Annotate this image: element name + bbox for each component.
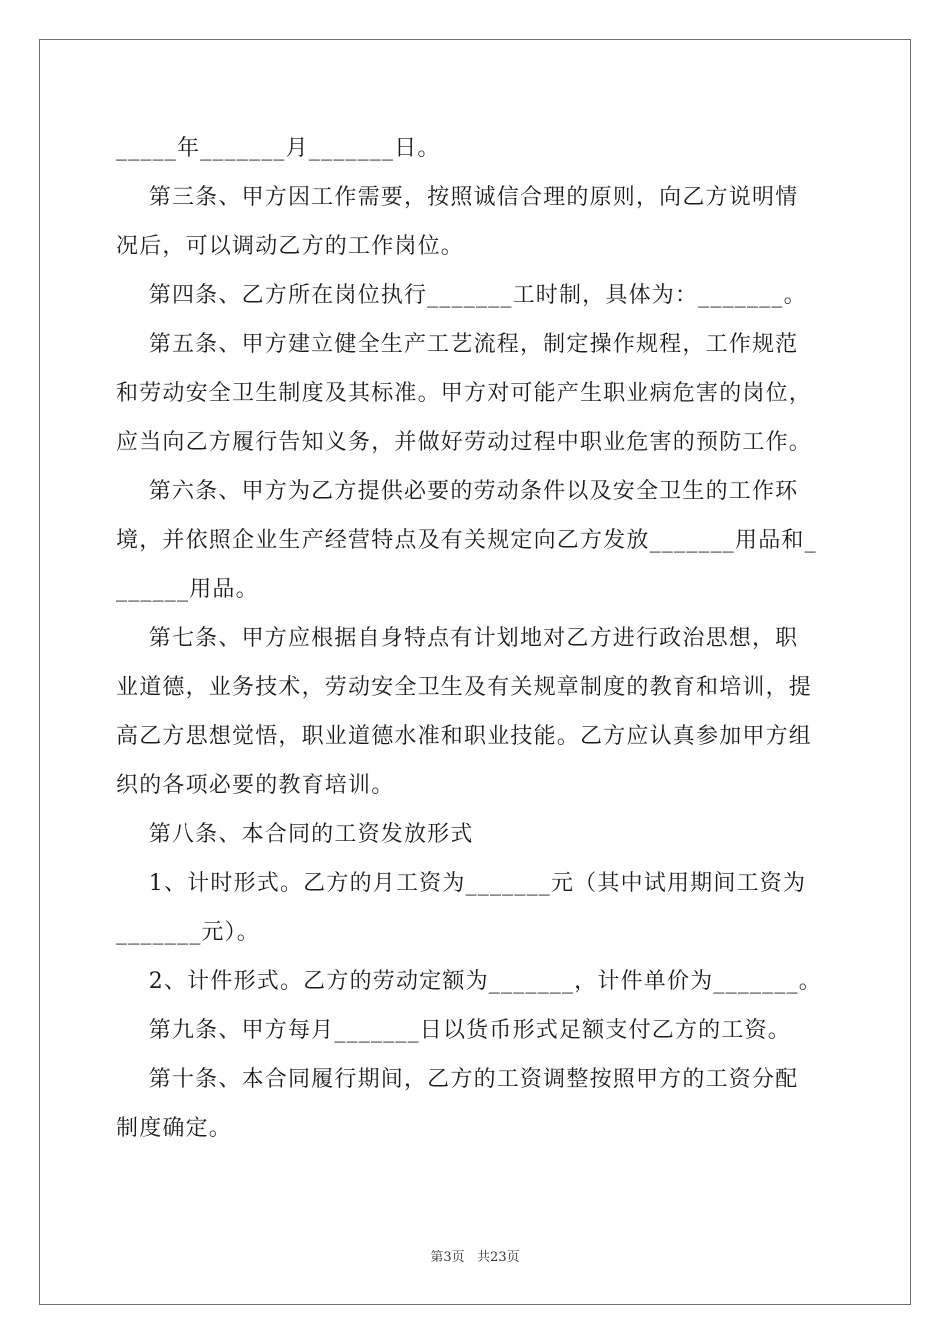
text-line: 第五条、甲方建立健全生产工艺流程，制定操作规程，工作规范: [116, 332, 799, 357]
text-line: 和劳动安全卫生制度及其标准。甲方对可能产生职业病危害的岗位，: [116, 381, 813, 406]
text-line: 高乙方思想觉悟，职业道德水准和职业技能。乙方应认真参加甲方组: [116, 724, 813, 749]
text-line: 第十条、本合同履行期间，乙方的工资调整按照甲方的工资分配: [116, 1067, 799, 1092]
text-line: 第三条、甲方因工作需要，按照诚信合理的原则，向乙方说明情: [116, 185, 799, 210]
text-line: 况后，可以调动乙方的工作岗位。: [116, 234, 465, 259]
document-body: [116, 124, 834, 1153]
text-line: 第七条、甲方应根据自身特点有计划地对乙方进行政治思想，职: [116, 626, 799, 651]
text-line: 制度确定。: [116, 1116, 233, 1141]
page-number-footer: 第3页 共23页: [430, 1250, 520, 1265]
text-line: 2、计件形式。乙方的劳动定额为_______，计件单价为_______。: [116, 969, 822, 994]
text-line: 业道德，业务技术，劳动安全卫生及有关规章制度的教育和培训，提: [116, 675, 813, 700]
text-line: 1、计时形式。乙方的月工资为_______元（其中试用期间工资为: [116, 871, 807, 896]
text-line: _______元）。: [116, 920, 261, 945]
text-line: ______用品。: [116, 577, 259, 602]
text-line: 应当向乙方履行告知义务，并做好劳动过程中职业危害的预防工作。: [116, 430, 813, 455]
text-line: 第九条、甲方每月_______日以货币形式足额支付乙方的工资。: [116, 1018, 791, 1043]
text-line: 织的各项必要的教育培训。: [116, 773, 395, 798]
text-line: 第六条、甲方为乙方提供必要的劳动条件以及安全卫生的工作环: [116, 479, 799, 504]
text-line: 第八条、本合同的工资发放形式: [116, 822, 474, 847]
text-line: 境，并依照企业生产经营特点及有关规定向乙方发放_______用品和_: [116, 528, 817, 553]
text-line: 第四条、乙方所在岗位执行_______工时制，具体为：_______。: [116, 283, 807, 308]
text-line: _____年_______月_______日。: [116, 136, 441, 161]
